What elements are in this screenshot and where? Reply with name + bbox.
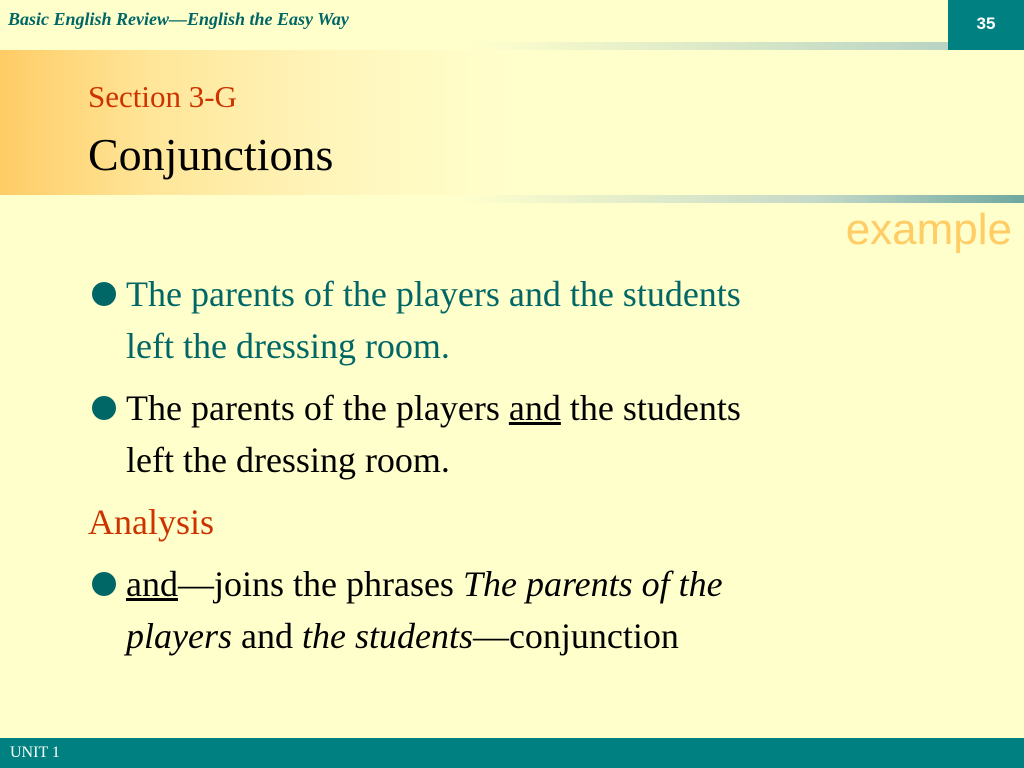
bullet-text: —conjunction bbox=[472, 616, 679, 656]
bullet-text: the students bbox=[560, 388, 741, 428]
conjunction-word: and bbox=[508, 388, 561, 428]
bullet-text: The parents of the players bbox=[126, 388, 509, 428]
bullet-text: The parents of the players and the students bbox=[126, 274, 741, 314]
slide-title: Conjunctions bbox=[88, 129, 334, 180]
header-bar bbox=[0, 0, 948, 42]
bullet-dot-icon bbox=[92, 396, 116, 420]
analysis-heading: Analysis bbox=[88, 502, 214, 542]
title-rule bbox=[0, 195, 1024, 203]
phrase-italic: The parents of the bbox=[462, 564, 723, 604]
phrase-italic: players bbox=[126, 616, 232, 656]
footer-bar bbox=[0, 738, 1024, 768]
page-number: 35 bbox=[976, 14, 996, 33]
slide-content bbox=[88, 268, 928, 672]
header-title: Basic English Review—English the Easy Way bbox=[8, 9, 349, 29]
bullet-item bbox=[88, 268, 928, 372]
conjunction-word: and bbox=[126, 564, 178, 604]
bullet-dot-icon bbox=[92, 572, 116, 596]
bullet-text: —joins the phrases bbox=[177, 564, 463, 604]
example-tag: example bbox=[845, 205, 1012, 254]
header-rule bbox=[470, 42, 948, 50]
section-label: Section 3-G bbox=[88, 79, 237, 114]
phrase-italic: the students bbox=[301, 616, 473, 656]
bullet-text: and bbox=[231, 616, 302, 656]
page-number-box bbox=[948, 0, 1024, 50]
analysis-bullet bbox=[88, 558, 928, 662]
bullet-item bbox=[88, 382, 928, 486]
footer-label: UNIT 1 bbox=[10, 744, 60, 761]
bullet-dot-icon bbox=[92, 282, 116, 306]
bullet-text: left the dressing room. bbox=[126, 440, 450, 480]
bullet-text: left the dressing room. bbox=[126, 326, 450, 366]
